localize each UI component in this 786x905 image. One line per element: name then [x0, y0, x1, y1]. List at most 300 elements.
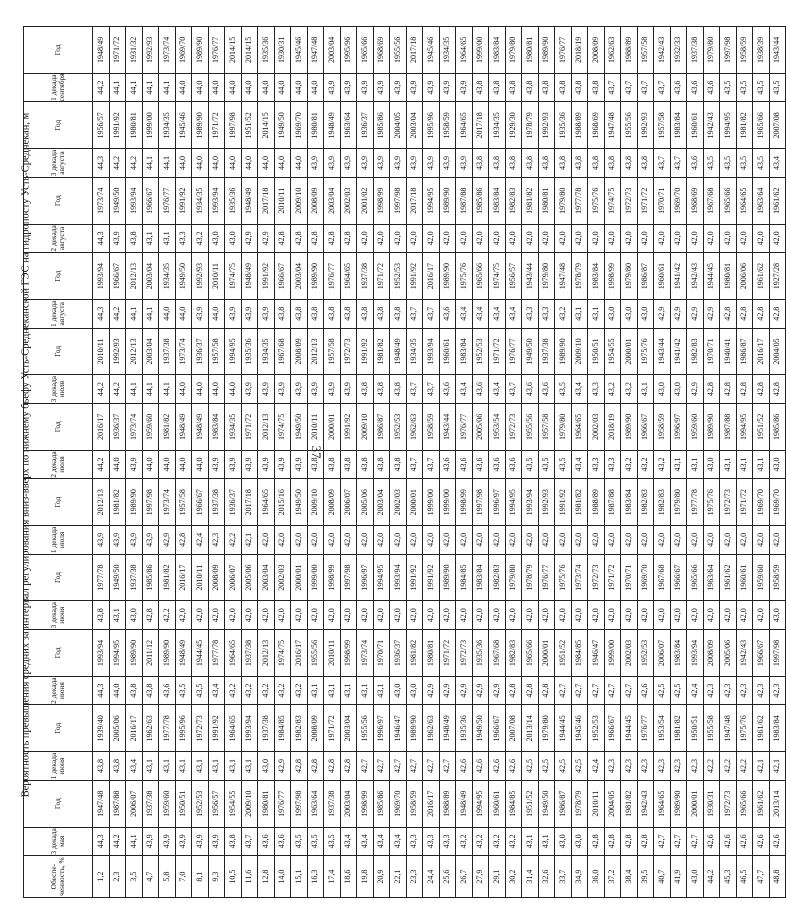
level-cell: 42,0 — [324, 526, 341, 555]
level-cell: 42,0 — [555, 601, 572, 630]
level-cell: 42,0 — [175, 601, 192, 630]
year-cell: 2009/10 — [571, 328, 588, 375]
year-cell: 1941/42 — [670, 253, 687, 300]
level-cell: 43,9 — [373, 149, 390, 178]
table-row — [522, 27, 539, 898]
level-cell: 43,7 — [637, 73, 654, 102]
year-cell: 1960/61 — [736, 554, 753, 601]
table-row — [439, 27, 456, 898]
level-cell: 44,2 — [109, 375, 126, 404]
level-cell: 43,9 — [456, 73, 473, 102]
year-cell: 1947/48 — [93, 780, 110, 827]
year-cell: 1965/66 — [720, 177, 737, 224]
level-cell: 43,8 — [538, 149, 555, 178]
level-cell: 43,0 — [406, 676, 423, 705]
year-cell: 1937/38 — [357, 253, 374, 300]
table-row — [390, 27, 407, 898]
year-cell: 1957/58 — [654, 102, 671, 149]
year-cell: 1997/98 — [340, 554, 357, 601]
year-cell: 1969/70 — [637, 554, 654, 601]
level-cell: 43,6 — [159, 676, 176, 705]
level-cell: 42,0 — [654, 601, 671, 630]
level-cell: 42,0 — [456, 224, 473, 253]
level-cell: 42,3 — [753, 676, 770, 705]
year-cell: 1976/77 — [555, 27, 572, 74]
year-cell: 1993/94 — [423, 328, 440, 375]
year-cell: 1998/99 — [604, 253, 621, 300]
level-cell: 43,5 — [175, 676, 192, 705]
level-cell: 43,5 — [555, 450, 572, 479]
level-cell: 42,8 — [769, 375, 786, 404]
year-cell: 1998/99 — [373, 177, 390, 224]
level-cell: 43,4 — [357, 827, 374, 856]
year-cell: 1967/68 — [274, 328, 291, 375]
year-cell: 2012/13 — [126, 328, 143, 375]
level-cell: 42,8 — [307, 752, 324, 781]
level-cell: 43,8 — [472, 149, 489, 178]
level-cell: 44,0 — [274, 73, 291, 102]
year-cell: 1993/94 — [390, 554, 407, 601]
year-cell: 2003/04 — [142, 328, 159, 375]
level-cell: 42,8 — [324, 224, 341, 253]
level-cell: 43,8 — [571, 73, 588, 102]
level-cell: 42,8 — [753, 375, 770, 404]
probability-cell: 39,5 — [637, 856, 654, 898]
level-cell: 43,8 — [489, 73, 506, 102]
probability-cell: 16,3 — [307, 856, 324, 898]
year-cell: 1982/83 — [489, 554, 506, 601]
level-cell: 42,0 — [489, 601, 506, 630]
year-cell: 1958/59 — [439, 102, 456, 149]
level-cell: 42,8 — [736, 299, 753, 328]
table-row — [340, 27, 357, 898]
level-cell: 43,2 — [274, 676, 291, 705]
year-cell: 1935/36 — [472, 630, 489, 677]
year-cell: 1973/74 — [159, 479, 176, 526]
year-cell: 1937/38 — [208, 479, 225, 526]
level-cell: 42,4 — [192, 526, 209, 555]
level-cell: 44,0 — [291, 149, 308, 178]
year-cell: 1937/38 — [687, 27, 704, 74]
year-cell: 1987/88 — [720, 403, 737, 450]
level-cell: 43,1 — [159, 224, 176, 253]
year-cell: 1954/55 — [604, 328, 621, 375]
year-cell: 1977/78 — [687, 479, 704, 526]
level-cell: 42,0 — [720, 224, 737, 253]
year-cell: 1967/68 — [489, 630, 506, 677]
year-cell: 1964/65 — [571, 403, 588, 450]
year-cell: 1947/48 — [307, 27, 324, 74]
year-cell: 1986/87 — [555, 780, 572, 827]
year-cell: 2010/11 — [588, 780, 605, 827]
level-cell: 43,1 — [538, 827, 555, 856]
level-cell: 42,0 — [538, 526, 555, 555]
year-cell: 1991/92 — [357, 328, 374, 375]
year-cell: 1989/90 — [538, 27, 555, 74]
year-cell: 1978/79 — [571, 253, 588, 300]
level-cell: 42,0 — [406, 224, 423, 253]
level-cell: 42,2 — [159, 601, 176, 630]
probability-cell: 1,2 — [93, 856, 110, 898]
level-cell: 43,6 — [687, 73, 704, 102]
probability-cell: 20,9 — [373, 856, 390, 898]
level-cell: 42,6 — [472, 752, 489, 781]
level-cell: 42,0 — [555, 224, 572, 253]
year-cell: 2003/04 — [340, 780, 357, 827]
level-cell: 44,0 — [225, 375, 242, 404]
level-cell: 43,7 — [406, 450, 423, 479]
year-cell: 1983/84 — [588, 253, 605, 300]
year-cell: 1943/44 — [439, 403, 456, 450]
year-cell: 1994/95 — [109, 630, 126, 677]
year-cell: 1983/84 — [489, 177, 506, 224]
level-cell: 43,5 — [769, 73, 786, 102]
year-cell: 1973/74 — [571, 554, 588, 601]
year-cell: 1952/53 — [192, 780, 209, 827]
year-cell: 1980/81 — [720, 253, 737, 300]
table-row — [637, 27, 654, 898]
level-cell: 44,2 — [93, 375, 110, 404]
year-cell: 1983/84 — [621, 479, 638, 526]
level-cell: 42,0 — [373, 526, 390, 555]
year-cell: 1934/35 — [439, 27, 456, 74]
level-cell: 44,0 — [258, 73, 275, 102]
year-cell: 2017/18 — [406, 27, 423, 74]
level-cell: 43,8 — [324, 450, 341, 479]
year-cell: 1994/95 — [225, 328, 242, 375]
level-cell: 43,6 — [670, 73, 687, 102]
level-cell: 43,0 — [571, 827, 588, 856]
year-cell: 2000/01 — [621, 328, 638, 375]
year-cell: 2003/04 — [258, 554, 275, 601]
year-cell: 1959/60 — [687, 403, 704, 450]
year-cell: 2008/09 — [208, 554, 225, 601]
year-cell: 1998/99 — [456, 479, 473, 526]
level-cell: 43,2 — [621, 375, 638, 404]
level-cell: 42,9 — [670, 299, 687, 328]
level-cell: 43,9 — [208, 827, 225, 856]
year-cell: 1944/45 — [621, 705, 638, 752]
header-level: 2 декада июня — [24, 676, 93, 705]
year-cell: 1993/94 — [93, 253, 110, 300]
level-cell: 43,9 — [109, 526, 126, 555]
level-cell: 42,6 — [753, 827, 770, 856]
level-cell: 43,2 — [621, 450, 638, 479]
level-cell: 43,1 — [142, 224, 159, 253]
table-row — [258, 27, 275, 898]
year-cell: 1952/53 — [588, 705, 605, 752]
level-cell: 42,8 — [604, 827, 621, 856]
level-cell: 44,1 — [159, 149, 176, 178]
year-cell: 1951/52 — [753, 403, 770, 450]
probability-cell: 7,0 — [175, 856, 192, 898]
year-cell: 2000/01 — [291, 554, 308, 601]
level-cell: 42,6 — [736, 827, 753, 856]
table-row — [571, 27, 588, 898]
level-cell: 43,6 — [687, 149, 704, 178]
level-cell: 43,8 — [357, 375, 374, 404]
year-cell: 1992/93 — [538, 479, 555, 526]
level-cell: 43,9 — [406, 149, 423, 178]
year-cell: 1995/96 — [175, 705, 192, 752]
level-cell: 42,0 — [522, 526, 539, 555]
level-cell: 43,0 — [769, 450, 786, 479]
year-cell: 1981/82 — [159, 403, 176, 450]
level-cell: 42,0 — [423, 601, 440, 630]
year-cell: 1976/77 — [159, 177, 176, 224]
level-cell: 43,3 — [439, 827, 456, 856]
year-cell: 1974/75 — [274, 630, 291, 677]
year-cell: 2004/05 — [769, 328, 786, 375]
year-cell: 2009/10 — [241, 780, 258, 827]
level-cell: 43,4 — [769, 149, 786, 178]
year-cell: 1976/77 — [637, 705, 654, 752]
level-cell: 42,8 — [538, 676, 555, 705]
level-cell: 43,8 — [390, 450, 407, 479]
level-cell: 42,0 — [703, 224, 720, 253]
level-cell: 43,8 — [340, 450, 357, 479]
level-cell: 42,8 — [522, 676, 539, 705]
level-cell: 42,1 — [241, 526, 258, 555]
level-cell: 43,8 — [538, 73, 555, 102]
year-cell: 1961/62 — [753, 253, 770, 300]
level-cell: 42,6 — [505, 752, 522, 781]
level-cell: 42,0 — [390, 601, 407, 630]
level-cell: 42,8 — [621, 827, 638, 856]
year-cell: 1994/95 — [720, 102, 737, 149]
table-row — [538, 27, 555, 898]
level-cell: 42,0 — [588, 224, 605, 253]
level-cell: 43,9 — [307, 375, 324, 404]
level-cell: 42,0 — [637, 601, 654, 630]
level-cell: 42,0 — [357, 601, 374, 630]
level-cell: 43,9 — [142, 526, 159, 555]
year-cell: 1980/81 — [423, 630, 440, 677]
year-cell: 2014/15 — [241, 27, 258, 74]
level-cell: 43,9 — [324, 73, 341, 102]
table-caption: Вероятность превышения средних за интервал регулирования вниз-вверх по нижнему бьефу Усть-Среднеканской ГЭС на гидропосту Усть-Среднекан, м — [20, 112, 32, 798]
table-row — [456, 27, 473, 898]
level-cell: 43,3 — [423, 827, 440, 856]
year-cell: 1984/85 — [505, 780, 522, 827]
level-cell: 42,8 — [769, 299, 786, 328]
level-cell: 43,8 — [505, 73, 522, 102]
level-cell: 43,3 — [406, 827, 423, 856]
level-cell: 43,4 — [126, 752, 143, 781]
table-row — [736, 27, 753, 898]
probability-cell: 44,2 — [703, 856, 720, 898]
year-cell: 1981/82 — [159, 554, 176, 601]
level-cell: 42,7 — [621, 676, 638, 705]
level-cell: 43,8 — [637, 149, 654, 178]
year-cell: 1981/82 — [373, 328, 390, 375]
level-cell: 42,3 — [208, 526, 225, 555]
level-cell: 42,8 — [720, 375, 737, 404]
level-cell: 42,8 — [340, 752, 357, 781]
level-cell: 43,3 — [538, 299, 555, 328]
year-cell: 1945/46 — [571, 705, 588, 752]
level-cell: 44,2 — [109, 299, 126, 328]
year-cell: 1932/33 — [670, 27, 687, 74]
year-cell: 1974/75 — [274, 403, 291, 450]
table-row — [324, 27, 341, 898]
level-cell: 42,0 — [291, 601, 308, 630]
level-cell: 44,0 — [175, 73, 192, 102]
probability-cell: 11,6 — [241, 856, 258, 898]
year-cell: 1941/42 — [670, 328, 687, 375]
level-cell: 43,8 — [291, 299, 308, 328]
level-cell: 43,7 — [505, 375, 522, 404]
level-cell: 44,0 — [307, 73, 324, 102]
table-header-row — [24, 27, 93, 898]
year-cell: 1964/65 — [736, 177, 753, 224]
level-cell: 44,1 — [142, 73, 159, 102]
level-cell: 42,0 — [654, 224, 671, 253]
level-cell: 44,0 — [208, 73, 225, 102]
year-cell: 1998/99 — [340, 630, 357, 677]
table-row — [489, 27, 506, 898]
level-cell: 42,0 — [637, 526, 654, 555]
level-cell: 42,8 — [720, 299, 737, 328]
year-cell: 1964/65 — [654, 780, 671, 827]
year-cell: 1975/76 — [456, 253, 473, 300]
level-cell: 42,3 — [769, 676, 786, 705]
year-cell: 1991/92 — [423, 554, 440, 601]
year-cell: 1982/83 — [654, 479, 671, 526]
year-cell: 1974/75 — [225, 253, 242, 300]
year-cell: 2008/09 — [703, 630, 720, 677]
year-cell: 1951/52 — [522, 780, 539, 827]
year-cell: 1982/83 — [505, 630, 522, 677]
level-cell: 44,2 — [126, 149, 143, 178]
level-cell: 43,7 — [604, 73, 621, 102]
level-cell: 43,1 — [324, 676, 341, 705]
level-cell: 43,0 — [604, 299, 621, 328]
year-cell: 1950/51 — [175, 780, 192, 827]
year-cell: 1956/57 — [208, 780, 225, 827]
level-cell: 42,0 — [225, 601, 242, 630]
year-cell: 1935/36 — [555, 102, 572, 149]
year-cell: 1937/38 — [324, 780, 341, 827]
level-cell: 43,9 — [159, 827, 176, 856]
year-cell: 2012/13 — [93, 479, 110, 526]
year-cell: 1983/84 — [670, 102, 687, 149]
level-cell: 43,0 — [769, 601, 786, 630]
level-cell: 43,2 — [505, 827, 522, 856]
year-cell: 1977/78 — [93, 554, 110, 601]
level-cell: 43,1 — [340, 676, 357, 705]
level-cell: 44,2 — [109, 149, 126, 178]
level-cell: 43,7 — [406, 375, 423, 404]
year-cell: 1999/00 — [604, 630, 621, 677]
level-cell: 43,2 — [258, 676, 275, 705]
year-cell: 1979/80 — [505, 554, 522, 601]
year-cell: 1936/37 — [109, 403, 126, 450]
year-cell: 1960/61 — [687, 102, 704, 149]
year-cell: 2003/04 — [324, 27, 341, 74]
year-cell: 1958/59 — [769, 554, 786, 601]
level-cell: 42,2 — [703, 752, 720, 781]
table-row — [654, 27, 671, 898]
level-cell: 42,9 — [654, 299, 671, 328]
year-cell: 1936/37 — [225, 479, 242, 526]
level-cell: 42,3 — [736, 676, 753, 705]
level-cell: 43,2 — [604, 375, 621, 404]
year-cell: 2003/04 — [340, 705, 357, 752]
level-cell: 42,0 — [472, 224, 489, 253]
year-cell: 1994/95 — [505, 479, 522, 526]
year-cell: 1937/38 — [126, 554, 143, 601]
level-cell: 42,0 — [670, 224, 687, 253]
year-cell: 1983/84 — [769, 705, 786, 752]
year-cell: 1980/81 — [258, 780, 275, 827]
year-cell: 2012/13 — [258, 630, 275, 677]
level-cell: 42,0 — [621, 601, 638, 630]
level-cell: 43,8 — [324, 299, 341, 328]
year-cell: 1977/78 — [571, 177, 588, 224]
level-cell: 43,8 — [373, 375, 390, 404]
level-cell: 43,9 — [373, 73, 390, 102]
year-cell: 1942/43 — [637, 780, 654, 827]
header-probability: Обеспе- ченность, % — [24, 856, 93, 898]
table-row — [670, 27, 687, 898]
level-cell: 43,2 — [489, 827, 506, 856]
year-cell: 1955/56 — [621, 102, 638, 149]
year-cell: 1981/82 — [406, 630, 423, 677]
probability-cell: 15,1 — [291, 856, 308, 898]
level-cell: 42,9 — [241, 224, 258, 253]
probability-cell: 4,7 — [142, 856, 159, 898]
level-cell: 43,8 — [307, 450, 324, 479]
level-cell: 42,0 — [736, 526, 753, 555]
year-cell: 1949/50 — [274, 102, 291, 149]
level-cell: 42,0 — [456, 601, 473, 630]
level-cell: 43,5 — [324, 827, 341, 856]
year-cell: 1948/49 — [93, 27, 110, 74]
year-cell: 1944/45 — [555, 705, 572, 752]
level-cell: 42,8 — [736, 375, 753, 404]
year-cell: 1927/28 — [769, 253, 786, 300]
level-cell: 44,1 — [126, 73, 143, 102]
level-cell: 43,9 — [324, 149, 341, 178]
year-cell: 1991/92 — [406, 253, 423, 300]
year-cell: 1955/56 — [522, 403, 539, 450]
level-cell: 42,6 — [703, 827, 720, 856]
year-cell: 1989/90 — [555, 328, 572, 375]
year-cell: 1972/73 — [192, 705, 209, 752]
level-cell: 42,0 — [720, 526, 737, 555]
level-cell: 44,0 — [208, 149, 225, 178]
year-cell: 2016/17 — [291, 630, 308, 677]
year-cell: 1997/98 — [142, 479, 159, 526]
year-cell: 1984/85 — [456, 554, 473, 601]
level-cell: 43,2 — [225, 676, 242, 705]
year-cell: 2004/05 — [604, 780, 621, 827]
year-cell: 2002/03 — [340, 177, 357, 224]
year-cell: 1976/77 — [538, 554, 555, 601]
year-cell: 1983/84 — [456, 328, 473, 375]
table-row — [208, 27, 225, 898]
level-cell: 42,0 — [703, 526, 720, 555]
probability-cell: 38,4 — [621, 856, 638, 898]
level-cell: 42,0 — [538, 601, 555, 630]
level-cell: 43,9 — [208, 450, 225, 479]
level-cell: 42,6 — [489, 752, 506, 781]
year-cell: 1997/98 — [390, 177, 407, 224]
level-cell: 43,0 — [654, 375, 671, 404]
year-cell: 1971/72 — [489, 328, 506, 375]
level-cell: 43,8 — [225, 827, 242, 856]
